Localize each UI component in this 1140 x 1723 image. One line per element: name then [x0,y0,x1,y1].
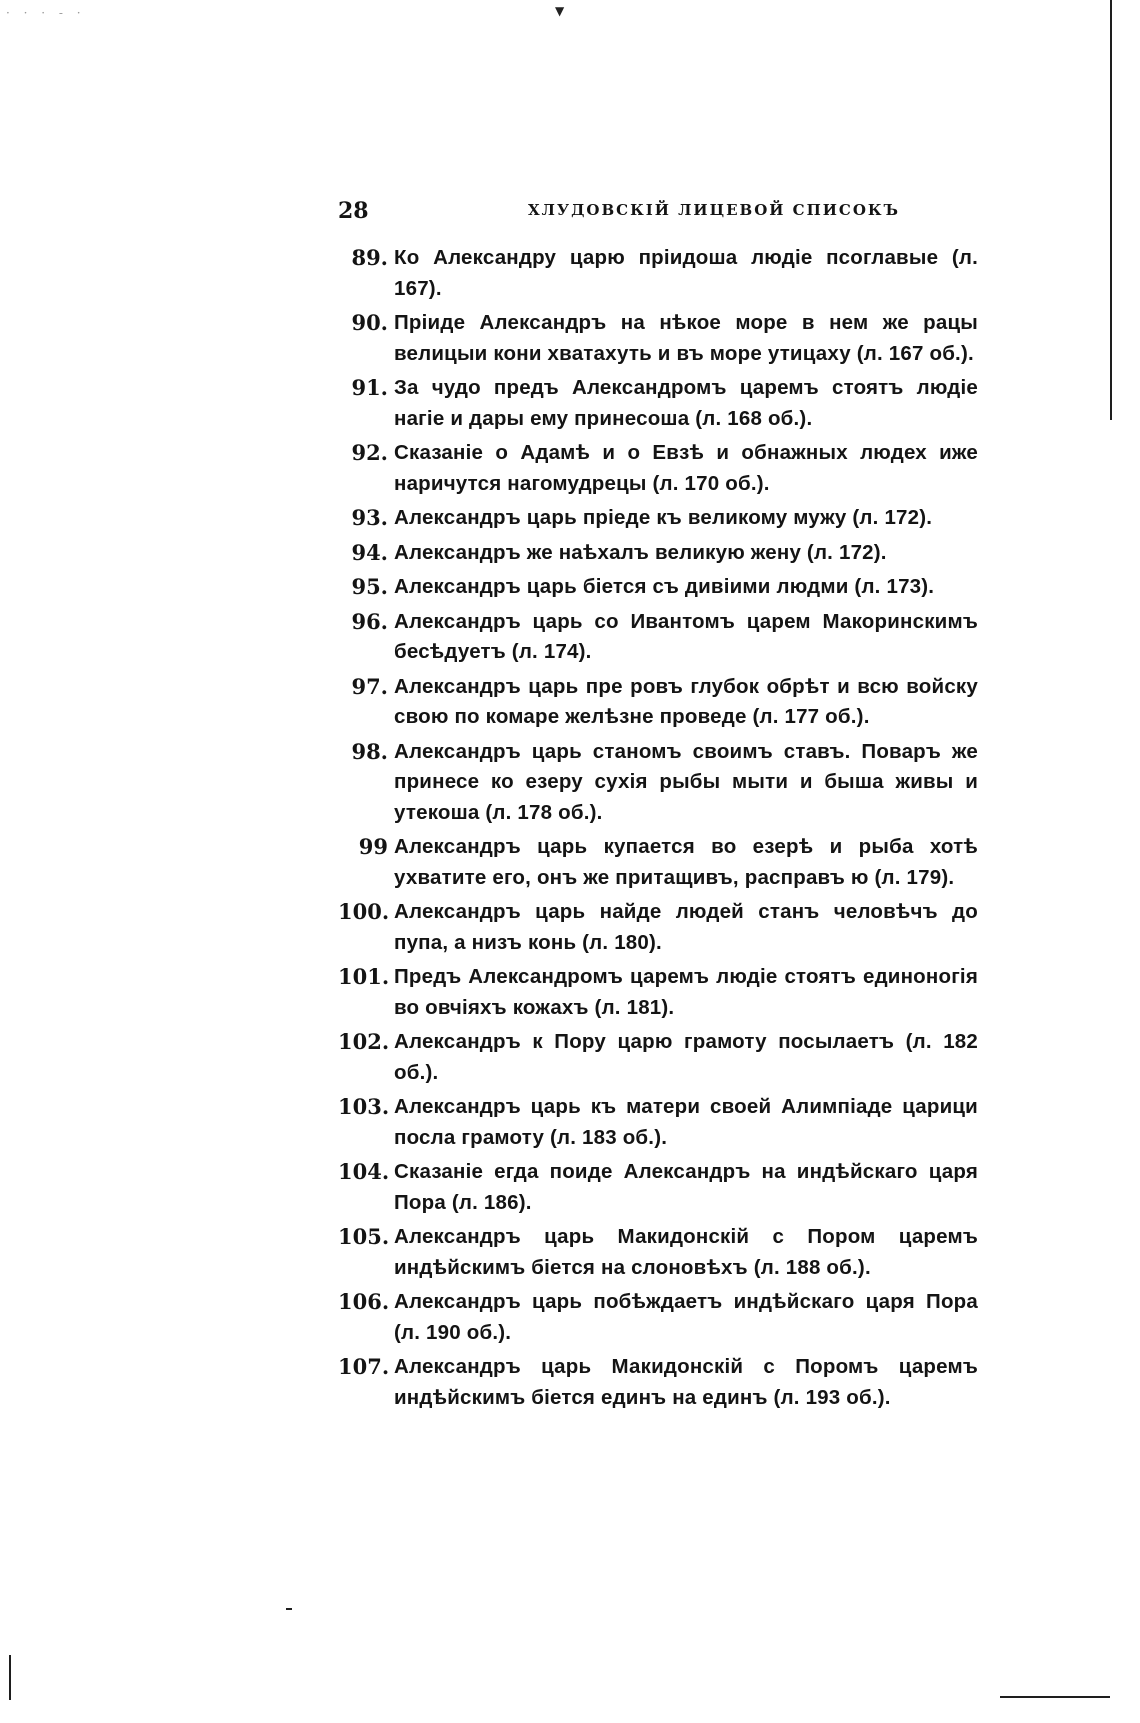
list-item [338,1287,978,1348]
entry-text: Александръ царь къ матери своей Алимпіаде царици посла грамоту (л. 183 об.). [394,1095,978,1149]
entry-text: Александръ к Пору царю грамоту посылаетъ (л. 182 об.). [394,1030,978,1084]
entry-text: Александръ царь со Ивантомъ царем Макоринскимъ бесѣдуетъ (л. 174). [394,609,978,663]
entry-text: Александръ царь побѣждаетъ индѣйскаго царя Пора (л. 190 об.). [394,1290,978,1344]
entry-text: Предъ Александромъ царемъ людіе стоятъ единоногія во овчіяхъ кожахъ (л. 181). [394,965,978,1019]
entry-list [338,243,978,1417]
bottom-speck [286,1608,292,1610]
left-edge-mark [9,1655,11,1700]
list-item [338,672,978,733]
entry-text: Александръ царь пріеде къ великому мужу (л. 172). [394,506,933,529]
running-title: ХЛУДОВСКІЙ ЛИЦЕВОЙ СПИСОКЪ [528,201,900,219]
entry-text: Александръ царь станомъ своимъ ставъ. Поваръ же принесе ко езеру сухія рыбы мыти и быша живы и утекоша (л. 178 об.). [394,739,978,824]
list-item [338,897,978,958]
list-item [338,538,978,569]
entry-text: Александръ царь Макидонскій с Пором царемъ индѣйскимъ біется на слоновѣхъ (л. 188 об.). [394,1225,978,1279]
entry-number: 103. [338,1094,390,1119]
entry-number: 89. [351,245,388,270]
entry-text: Александръ царь найде людей станъ человѣчъ до пупа, а низъ конь (л. 180). [394,900,978,954]
scan-dots: · · · - · [6,6,86,20]
entry-number: 106. [338,1289,390,1314]
list-item [338,503,978,534]
list-item [338,373,978,434]
list-item [338,243,978,304]
entry-text: Пріиде Александръ на нѣкое море в нем же рацы велицыи кони хватахуть и въ море утицаху (л. 167 об.). [394,311,978,365]
list-item [338,607,978,668]
entry-text: Александръ царь купается во езерѣ и рыба хотѣ ухватите его, онъ же притащивъ, расправъ ю (л. 179). [394,835,978,889]
entry-number: 104. [338,1159,390,1184]
entry-number: 93. [351,505,388,530]
list-item [338,832,978,893]
entry-text: За чудо предъ Александромъ царемъ стоятъ людіе нагіе и дары ему принесоша (л. 168 об.). [394,376,978,430]
entry-number: 100. [338,899,390,924]
list-item [338,438,978,499]
list-item [338,572,978,603]
list-item [338,308,978,369]
entry-text: Сказаніе о Адамѣ и о Евзѣ и обнажных людех иже наричутся нагомудрецы (л. 170 об.). [394,441,978,495]
list-item [338,1352,978,1413]
list-item [338,1092,978,1153]
entry-number: 95. [351,574,388,599]
entry-number: 107. [338,1354,390,1379]
page-number: 28 [338,198,369,224]
entry-text: Александръ царь пре ровъ глубок обрѣт и всю войску свою по комаре желѣзне проведе (л. 177 об.). [394,674,978,728]
list-item [338,1027,978,1088]
entry-number: 99 [358,834,388,859]
entry-number: 91. [351,375,388,400]
entry-number: 102. [338,1029,390,1054]
entry-number: 96. [351,608,388,634]
entry-number: 90. [351,310,388,335]
entry-number: 92. [351,440,388,465]
entry-text: Ко Александру царю пріидоша людіе псоглавые (л. 167). [394,246,978,300]
entry-text: Александръ царь Макидонскій с Поромъ царемъ индѣйскимъ біется единъ на единъ (л. 193 об.). [394,1355,978,1409]
list-item [338,1222,978,1283]
entry-number: 94. [351,539,388,565]
entry-number: 101. [338,964,390,989]
bottom-right-line [1000,1696,1110,1698]
right-edge-line [1110,0,1112,420]
list-item [338,1157,978,1218]
entry-number: 105. [338,1224,390,1249]
list-item [338,737,978,829]
scan-mark-arrow: ▼ [555,4,565,18]
list-item [338,962,978,1023]
entry-text: Сказаніе егда поиде Александръ на индѣйскаго царя Пора (л. 186). [394,1160,978,1214]
entry-text: Александръ же наѣхалъ великую жену (л. 172). [394,540,887,564]
entry-text: Александръ царь біется съ дивіими людми (л. 173). [394,575,935,598]
entry-number: 97. [351,673,388,699]
entry-number: 98. [351,738,388,764]
running-head [338,198,978,234]
